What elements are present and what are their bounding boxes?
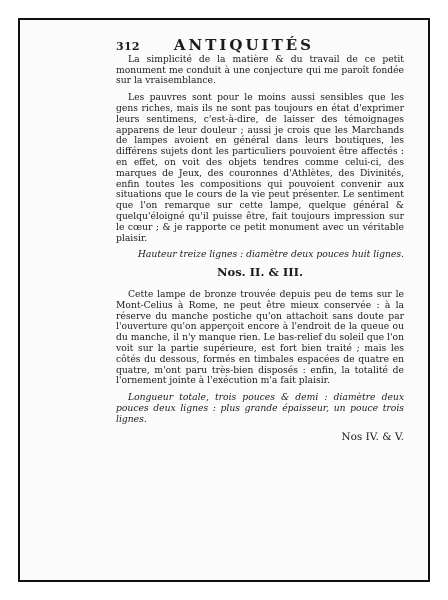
catchword: Nos IV. & V. — [341, 430, 404, 443]
page-number: 312 — [116, 40, 140, 53]
paragraph-2: Les pauvres sont pour le moins aussi sensibles que les gens riches, mais ils ne sont pas toujours en état d'exprimer leurs sentimens, c'est-à-dire, de laisser des témoignages apparens de leur douleur ; aussi je crois que les Marchands de lampes avoient en général dans leurs boutiques, les différens sujets dont les particuliers pouvoient être affectés : en effet, on voit des objets tendres comme celui-ci, des marques de Jeux, des couronnes d'Athlètes, des Divinités, enfin toutes les compositions qui pouvoient convenir aux situations que le cours de la vie peut présenter. Le sentiment que l'on remarque sur cette lampe, quelque général & quelqu'éloigné qu'il puisse être, fait toujours impression sur le cœur ; & je rapporte ce petit monument avec un véritable plaisir. — [116, 92, 404, 244]
measurement-line-1: Hauteur treize lignes : diamètre deux pouces huit lignes. — [137, 249, 404, 261]
measurement-line-2: Longueur totale, trois pouces & demi : diamètre deux pouces deux lignes : plus grande épaisseur, un pouce trois lignes. — [116, 392, 404, 425]
book-page — [18, 18, 430, 582]
paragraph-1: La simplicité de la matière & du travail de ce petit monument me conduit à une conjecture qui me paroît fondée sur la vraisemblance. — [116, 53, 404, 87]
page-text-block — [116, 36, 404, 443]
running-head: ANTIQUITÉS — [173, 36, 314, 54]
page-header — [116, 36, 404, 54]
paragraph-3: Cette lampe de bronze trouvée depuis peu de tems sur le Mont-Celius à Rome, ne peut être mieux conservée : à la réserve du manche postiche qu'on attachoit sans doute par l'ouverture qu'on apperçoit encore à l'endroit de la queue ou du manche, il n'y manque rien. Le bas-relief du soleil que l'on voit sur la partie supérieure, est fort bien traité ; mais les côtés du dessous, formés en timbales espacées de quatre en quatre, m'ont paru très-bien disposés : enfin, la totalité de l'ornement jointe à l'exécution m'a fait plaisir. — [116, 288, 404, 387]
section-heading: Nos. II. & III. — [217, 265, 303, 280]
